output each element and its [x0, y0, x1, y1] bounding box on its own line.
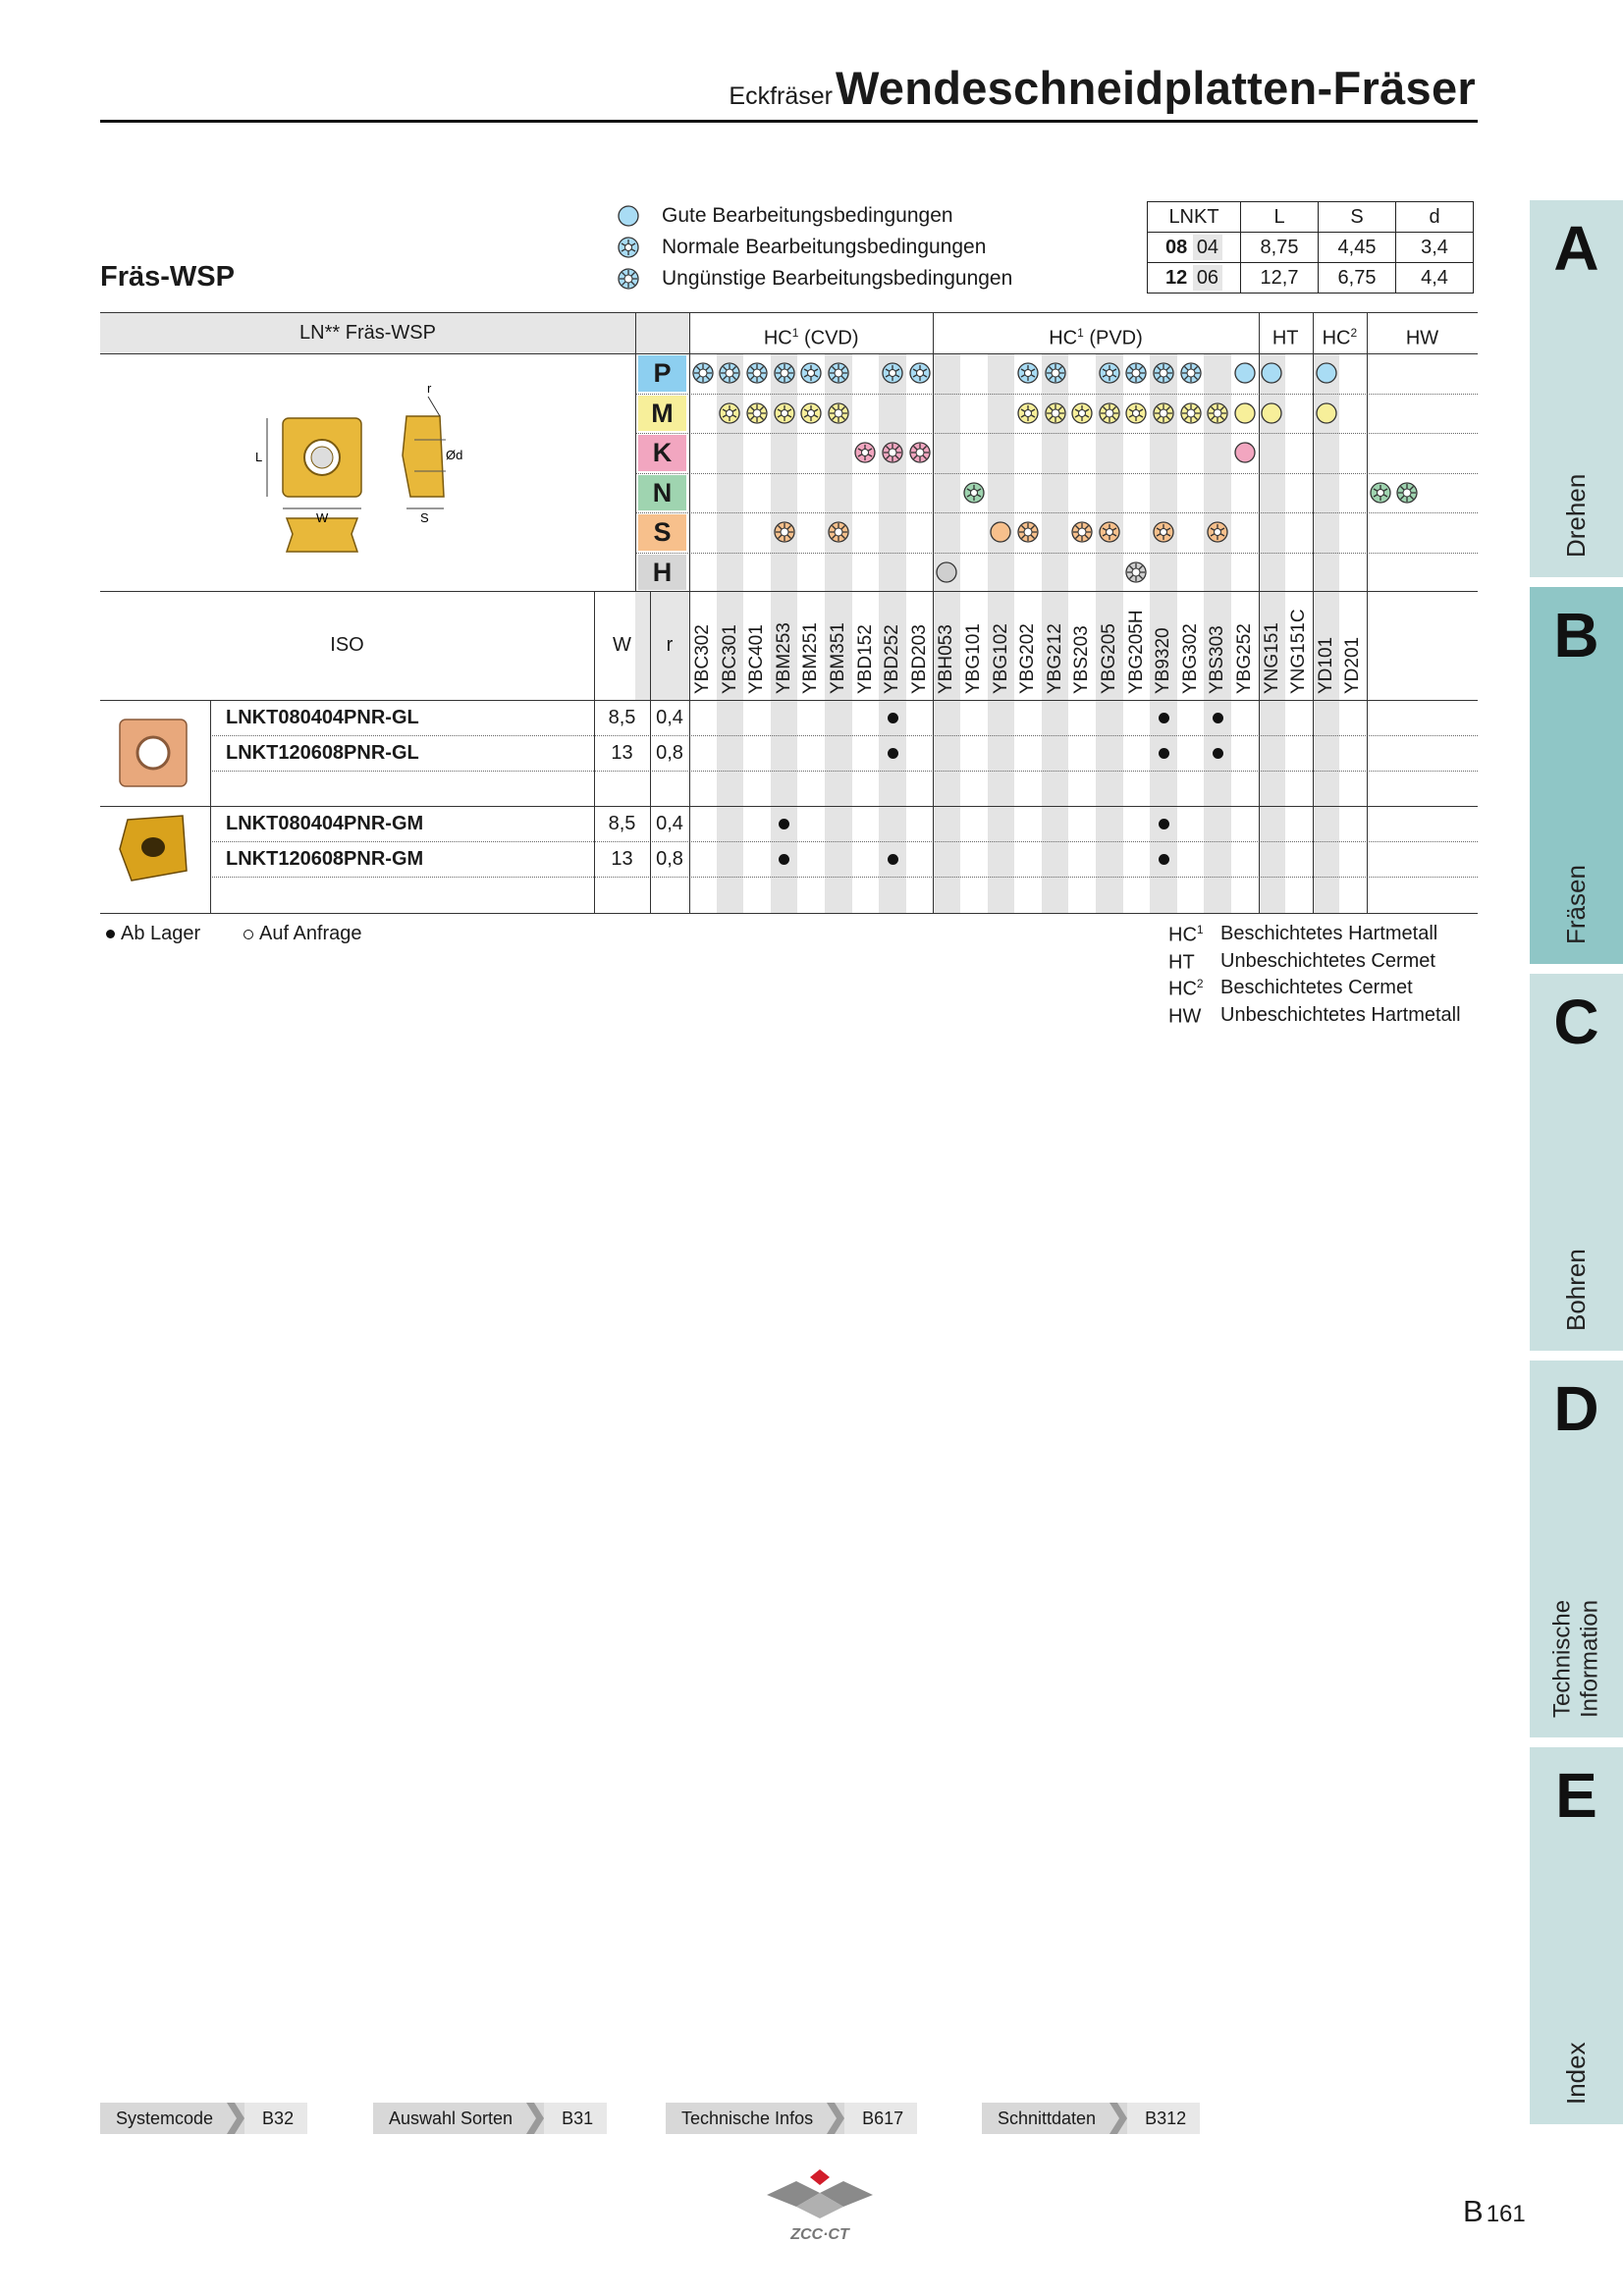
- material-header-band: [635, 312, 689, 353]
- r-value: 0,8: [656, 848, 683, 870]
- nav-link-3[interactable]: [982, 2103, 1200, 2134]
- gear-circle-icon: [827, 401, 850, 425]
- nav-link-1[interactable]: [373, 2103, 607, 2134]
- stock-dot: [1159, 854, 1169, 865]
- abbr-code-text: HC: [1168, 924, 1197, 946]
- grade-label-YBS303: YBS303: [1207, 625, 1228, 694]
- legend-good-text: Gute Bearbeitungsbedingungen: [662, 204, 953, 227]
- grade-label-YBC302: YBC302: [692, 624, 713, 694]
- abbr-text: Unbeschichtetes Hartmetall: [1220, 1003, 1461, 1026]
- grade-label-YB9320: YB9320: [1153, 627, 1174, 694]
- section-title: Fräs-WSP: [100, 261, 235, 293]
- filled-dot-icon: [106, 930, 115, 938]
- group-label: HC: [1322, 327, 1351, 349]
- grade-label-YNG151C: YNG151C: [1288, 609, 1310, 694]
- material-row-rule: [635, 473, 1478, 474]
- diagram-label-s: S: [420, 510, 429, 525]
- iso-header: ISO: [330, 634, 364, 656]
- dim-code: 12: [1165, 266, 1188, 289]
- tab-letter: B: [1553, 600, 1599, 670]
- nav-page: B312: [1127, 2103, 1200, 2134]
- insert-gl-image: [114, 714, 192, 792]
- nav-page: B32: [244, 2103, 307, 2134]
- stock-dot: [1159, 819, 1169, 829]
- abbr-code: [1168, 977, 1204, 1001]
- abbr-sup: 2: [1196, 977, 1204, 990]
- tab-letter: C: [1553, 987, 1599, 1057]
- star-circle-icon: [1016, 401, 1040, 425]
- group-header-3: [1313, 312, 1367, 353]
- table-vrule: [650, 591, 651, 913]
- grade-label-YBM251: YBM251: [800, 622, 822, 694]
- abbr-code: [1168, 923, 1204, 947]
- nav-label: Systemcode: [100, 2103, 227, 2134]
- circle-icon: [1315, 401, 1338, 425]
- circle-icon: [989, 520, 1012, 544]
- group-suffix: (CVD): [798, 327, 859, 349]
- material-S: S: [638, 514, 686, 551]
- group-label: HW: [1405, 327, 1439, 349]
- abbr-text: Beschichtetes Hartmetall: [1220, 923, 1438, 944]
- table-top-rule: [100, 312, 1478, 313]
- tab-label: Drehen: [1561, 473, 1591, 558]
- gear-circle-icon: [1016, 520, 1040, 544]
- material-N: N: [638, 475, 686, 511]
- abbr-code-text: HT: [1168, 951, 1195, 974]
- stock-dot: [888, 854, 898, 865]
- group-suffix: (PVD): [1083, 327, 1143, 349]
- abbr-code: [1168, 950, 1195, 975]
- dim-l: 8,75: [1241, 233, 1319, 263]
- nav-link-0[interactable]: [100, 2103, 307, 2134]
- star-circle-icon: [962, 481, 986, 505]
- abbr-text: Beschichtetes Cermet: [1220, 977, 1413, 998]
- gear-circle-icon: [827, 361, 850, 385]
- diagram-label-l: L: [255, 450, 263, 464]
- abbr-sup: 1: [1196, 923, 1204, 936]
- star-circle-icon: [617, 236, 640, 259]
- gear-circle-icon: [1124, 361, 1148, 385]
- tab-label: Fräsen: [1561, 865, 1591, 944]
- star-circle-icon: [1098, 361, 1121, 385]
- star-circle-icon: [908, 361, 932, 385]
- star-circle-icon: [1016, 361, 1040, 385]
- gear-circle-icon: [1152, 361, 1175, 385]
- group-sup: 1: [1077, 326, 1084, 340]
- side-tab-c[interactable]: [1530, 974, 1623, 1351]
- table-vrule: [594, 591, 595, 913]
- grade-label-YNG151: YNG151: [1261, 622, 1282, 694]
- w-header: W: [613, 634, 631, 656]
- r-header: r: [666, 634, 674, 656]
- gear-circle-icon: [617, 267, 640, 291]
- gear-circle-icon: [1395, 481, 1419, 505]
- tab-letter: D: [1553, 1373, 1599, 1444]
- table-vrule: [1367, 312, 1368, 913]
- material-M: M: [638, 396, 686, 432]
- diagram-label-w: W: [316, 510, 329, 525]
- dim-code: 08: [1165, 236, 1188, 258]
- grade-label-YBD252: YBD252: [882, 624, 903, 694]
- nav-page: B617: [844, 2103, 917, 2134]
- abbr-text: Unbeschichtetes Cermet: [1220, 949, 1435, 972]
- circle-icon: [1233, 441, 1257, 464]
- header-rule: [100, 120, 1478, 123]
- material-P: P: [638, 355, 686, 392]
- dim-header-s: S: [1319, 202, 1396, 233]
- material-row-rule: [635, 394, 1478, 395]
- table-vrule: [1313, 312, 1314, 913]
- star-circle-icon: [1070, 401, 1094, 425]
- circle-icon: [1233, 401, 1257, 425]
- dim-s: 6,75: [1319, 263, 1396, 294]
- dim-code-cell: [1148, 263, 1241, 294]
- abbr-code-text: HW: [1168, 1005, 1202, 1028]
- star-circle-icon: [853, 441, 877, 464]
- r-value: 0,8: [656, 742, 683, 764]
- table-vrule: [1259, 312, 1260, 913]
- r-value: 0,4: [656, 707, 683, 728]
- stock-dot: [1213, 748, 1223, 759]
- group-header-0: [689, 312, 933, 353]
- iso-code: LNKT080404PNR-GM: [226, 813, 424, 834]
- gear-circle-icon: [1179, 401, 1203, 425]
- abbr-code: [1168, 1004, 1201, 1029]
- material-K: K: [638, 435, 686, 471]
- dim-header-d: d: [1396, 202, 1474, 233]
- w-value: 13: [611, 848, 633, 870]
- row-rule: [210, 735, 1478, 736]
- dim-l: 12,7: [1241, 263, 1319, 294]
- iso-top-rule: [100, 591, 1478, 592]
- gear-circle-icon: [691, 361, 715, 385]
- circle-icon: [1260, 361, 1283, 385]
- stock-request-text: Auf Anfrage: [259, 923, 362, 944]
- iso-code: LNKT120608PNR-GM: [226, 848, 424, 870]
- tab-label: Technische Information: [1548, 1599, 1603, 1718]
- group-header-4: [1367, 312, 1478, 353]
- tab-letter: A: [1553, 213, 1599, 284]
- dim-d: 4,4: [1396, 263, 1474, 294]
- table-bottom-rule: [100, 913, 1478, 914]
- stock-dot: [1159, 748, 1169, 759]
- dimension-table: [1147, 201, 1474, 294]
- circle-icon: [1260, 401, 1283, 425]
- grade-label-YBG205: YBG205: [1099, 623, 1119, 694]
- grade-label-YBG102: YBG102: [990, 623, 1011, 694]
- grade-label-YBH053: YBH053: [936, 624, 957, 694]
- nav-label: Auswahl Sorten: [373, 2103, 526, 2134]
- star-circle-icon: [1098, 520, 1121, 544]
- table-rule: [100, 353, 1478, 354]
- group-label: HC: [1049, 327, 1078, 349]
- legend-bad: [617, 267, 1012, 291]
- dim-sub: 06: [1193, 265, 1222, 291]
- table-vrule: [635, 312, 636, 591]
- table-vrule: [210, 700, 211, 913]
- grade-label-YBG202: YBG202: [1017, 623, 1039, 694]
- legend-normal-text: Normale Bearbeitungsbedingungen: [662, 236, 987, 258]
- chevron-right-icon: [526, 2103, 544, 2134]
- hollow-dot-icon: [243, 930, 253, 939]
- grade-label-YBM253: YBM253: [773, 622, 794, 694]
- insert-diagram: [247, 361, 483, 558]
- group-label: HT: [1271, 327, 1299, 349]
- star-circle-icon: [718, 401, 741, 425]
- table-vrule: [689, 312, 690, 913]
- w-value: 8,5: [608, 707, 636, 728]
- nav-link-2[interactable]: [666, 2103, 917, 2134]
- page-num: 161: [1486, 2201, 1526, 2227]
- gear-circle-icon: [745, 401, 769, 425]
- stock-dot: [1159, 713, 1169, 723]
- group-label: HC: [763, 327, 792, 349]
- grade-label-YBS203: YBS203: [1071, 625, 1093, 694]
- legend-normal: [617, 236, 986, 259]
- table-vrule: [933, 312, 934, 913]
- dim-s: 4,45: [1319, 233, 1396, 263]
- gear-circle-icon: [745, 361, 769, 385]
- gear-circle-icon: [1152, 401, 1175, 425]
- dim-header-l: L: [1241, 202, 1319, 233]
- star-circle-icon: [1369, 481, 1392, 505]
- grade-label-YD201: YD201: [1342, 636, 1364, 694]
- w-value: 8,5: [608, 813, 636, 834]
- grade-label-YBG212: YBG212: [1044, 623, 1065, 694]
- group-header-2: [1259, 312, 1313, 353]
- star-circle-icon: [1206, 520, 1229, 544]
- grade-label-YBM351: YBM351: [828, 622, 848, 694]
- gear-circle-icon: [1044, 361, 1067, 385]
- chevron-right-icon: [827, 2103, 844, 2134]
- grade-label-YBD152: YBD152: [854, 624, 876, 694]
- gear-circle-icon: [1098, 401, 1121, 425]
- gear-circle-icon: [1179, 361, 1203, 385]
- nav-label: Schnittdaten: [982, 2103, 1109, 2134]
- grade-label-YBG252: YBG252: [1234, 623, 1255, 694]
- gear-circle-icon: [827, 520, 850, 544]
- legend-bad-text: Ungünstige Bearbeitungsbedingungen: [662, 267, 1013, 290]
- dim-d: 3,4: [1396, 233, 1474, 263]
- grade-table: [100, 312, 1478, 913]
- row-rule: [210, 771, 1478, 772]
- logo-text: ZCC·CT: [790, 2226, 849, 2243]
- dim-sub: 04: [1193, 235, 1222, 260]
- abbr-code-text: HC: [1168, 978, 1197, 1000]
- w-value: 13: [611, 742, 633, 764]
- material-row-rule: [635, 553, 1478, 554]
- nav-page: B31: [544, 2103, 607, 2134]
- star-circle-icon: [1152, 520, 1175, 544]
- tab-label: Bohren: [1561, 1249, 1591, 1331]
- insert-gm-image: [114, 810, 192, 888]
- product-header: LN** Fräs-WSP: [299, 322, 436, 344]
- stock-legend-request: [243, 923, 362, 945]
- side-tab-a[interactable]: [1530, 200, 1623, 577]
- gear-circle-icon: [1124, 561, 1148, 584]
- page-prefix: B: [1463, 2194, 1484, 2228]
- side-tab-e[interactable]: [1530, 1747, 1623, 2124]
- row-rule: [210, 841, 1478, 842]
- legend-good: [617, 204, 953, 228]
- gear-circle-icon: [773, 361, 796, 385]
- iso-code: LNKT080404PNR-GL: [226, 707, 419, 728]
- side-tab-b[interactable]: [1530, 587, 1623, 964]
- material-row-rule: [635, 433, 1478, 434]
- row-rule: [210, 877, 1478, 878]
- stock-in-text: Ab Lager: [121, 923, 201, 944]
- gear-circle-icon: [718, 361, 741, 385]
- stock-dot: [888, 713, 898, 723]
- gear-circle-icon: [1070, 520, 1094, 544]
- grade-label-YBC301: YBC301: [719, 624, 740, 694]
- star-circle-icon: [799, 401, 823, 425]
- gear-circle-icon: [773, 520, 796, 544]
- stock-dot: [888, 748, 898, 759]
- zcc-ct-logo: [761, 2165, 879, 2244]
- grade-label-YBC401: YBC401: [746, 624, 768, 694]
- grade-label-YBG101: YBG101: [963, 623, 984, 694]
- group-sup: 1: [791, 326, 799, 340]
- gear-circle-icon: [908, 441, 932, 464]
- star-circle-icon: [881, 361, 904, 385]
- page-title: Wendeschneidplatten-Fräser: [835, 62, 1476, 114]
- circle-icon: [1315, 361, 1338, 385]
- group-header-1: [933, 312, 1258, 353]
- gear-circle-icon: [1206, 401, 1229, 425]
- stock-dot: [1213, 713, 1223, 723]
- star-circle-icon: [773, 401, 796, 425]
- page-number: [1463, 2194, 1526, 2229]
- gear-circle-icon: [1044, 401, 1067, 425]
- grade-label-YBD203: YBD203: [908, 624, 930, 694]
- group-rule: [100, 806, 1478, 807]
- chevron-right-icon: [227, 2103, 244, 2134]
- circle-icon: [617, 204, 640, 228]
- diagram-label-r: r: [427, 381, 432, 396]
- iso-bottom-rule: [100, 700, 1478, 701]
- circle-icon: [935, 561, 958, 584]
- dim-header-lnkt: LNKT: [1148, 202, 1241, 233]
- side-tab-d[interactable]: [1530, 1361, 1623, 1737]
- grade-label-YBG302: YBG302: [1179, 623, 1201, 694]
- stock-legend-in: [106, 923, 200, 945]
- star-circle-icon: [1124, 401, 1148, 425]
- gear-circle-icon: [881, 441, 904, 464]
- header-category: Eckfräser: [729, 82, 833, 110]
- tab-letter: E: [1555, 1760, 1597, 1831]
- material-row-rule: [635, 512, 1478, 513]
- dim-code-cell: [1148, 233, 1241, 263]
- material-H: H: [638, 555, 686, 591]
- grade-label-YD101: YD101: [1315, 636, 1336, 694]
- iso-code: LNKT120608PNR-GL: [226, 742, 419, 764]
- grade-label-YBG205H: YBG205H: [1125, 610, 1147, 694]
- tab-label: Index: [1561, 2042, 1591, 2105]
- star-circle-icon: [799, 361, 823, 385]
- nav-label: Technische Infos: [666, 2103, 827, 2134]
- circle-icon: [1233, 361, 1257, 385]
- chevron-right-icon: [1109, 2103, 1127, 2134]
- r-value: 0,4: [656, 813, 683, 834]
- diagram-label-d: Ød: [446, 448, 463, 462]
- group-sup: 2: [1350, 326, 1358, 340]
